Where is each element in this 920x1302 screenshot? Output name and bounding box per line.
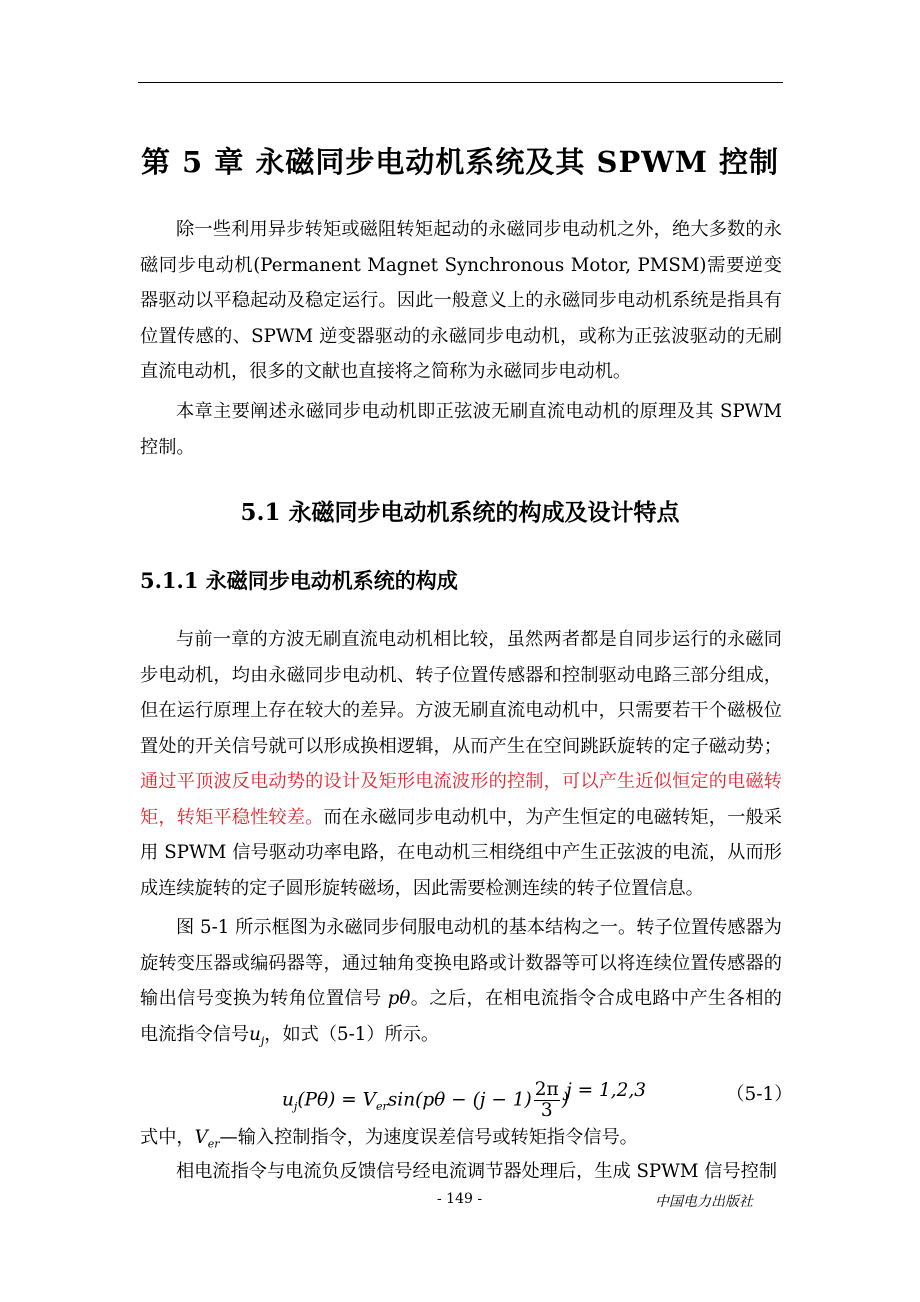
where-text: —输入控制指令，为速度误差信号或转矩指令信号。: [219, 1127, 638, 1148]
where-prefix: 式中，: [140, 1127, 195, 1148]
eq-frac-den: 3: [540, 1100, 553, 1121]
body-paragraph-4: [140, 910, 782, 1059]
eq-j-values: j = 1,2,3: [566, 1080, 647, 1101]
eq-tail: ): [561, 1089, 569, 1111]
highlighted-text: 通过平顶波反电动势的设计及矩形电流波形的控制，可以产生近似恒定的电磁转矩，转矩平稳性较差。: [140, 771, 782, 828]
page-number: - 149 -: [437, 1191, 483, 1207]
publisher-name: 中国电力出版社: [655, 1194, 753, 1210]
paragraph-text: 而在永磁同步电动机中，为产生恒定的电磁转矩，一般采用 SPWM 信号驱动功率电路，在电动机三相绕组中产生正弦波的电流，从而形成连续旋转的定子圆形旋转磁场，因此需要检测连续的转子位置信息。: [140, 806, 782, 899]
header-rule: [138, 82, 783, 83]
equation-body: [282, 1080, 569, 1121]
eq-frac-num: 2π: [534, 1079, 559, 1100]
section-title: 5.1 永磁同步电动机系统的构成及设计特点: [240, 499, 680, 526]
body-paragraph-3: [140, 622, 782, 906]
intro-paragraph-1: 除一些利用异步转矩或磁阻转矩起动的永磁同步电动机之外，绝大多数的永磁同步电动机(Permanent Magnet Synchronous Motor, PMSM)需要逆变器驱动以平稳起动及稳定运行。因此一般意义上的永磁同步电动机系统是指具有位置传感的、SPWM 逆变器驱动的永磁同步电动机，或称为正弦波驱动的无刷直流电动机，很多的文献也直接将之简称为永磁同步电动机。: [140, 219, 782, 382]
symbol-p-theta: pθ: [387, 988, 411, 1009]
eq-lhs: u: [282, 1089, 294, 1111]
paragraph-text: 图 5-1 所示框图为永磁同步伺服电动机的基本结构之一。转子位置传感器为旋转变压器或编码器等，通过轴角变换电路或计数器等可以将连续位置传感器的输出信号变换为转角位置信号: [140, 917, 782, 1009]
eq-mid1: (Pθ) = V: [297, 1089, 376, 1111]
intro-paragraph-2: 本章主要阐述永磁同步电动机即正弦波无刷直流电动机的原理及其 SPWM 控制。: [140, 401, 782, 458]
eq-mid2: sin(pθ − (j − 1): [387, 1089, 532, 1111]
symbol-v-sub: er: [207, 1137, 220, 1151]
equation-number: （5-1）: [726, 1084, 793, 1105]
symbol-u: u: [249, 1023, 261, 1045]
eq-fraction: [534, 1080, 560, 1121]
subsection-title: 5.1.1 永磁同步电动机系统的构成: [140, 568, 458, 593]
paragraph-text: ，如式（5-1）所示。: [264, 1023, 440, 1045]
paragraph-text: 与前一章的方波无刷直流电动机相比较，虽然两者都是自同步运行的永磁同步电动机，均由永磁同步电动机、转子位置传感器和控制驱动电路三部分组成，但在运行原理上存在较大的差异。方波无刷直流电动机中，只需要若干个磁极位置处的开关信号就可以形成换相逻辑，从而产生在空间跳跃旋转的定子磁动势；: [140, 629, 782, 757]
body-paragraph-5: 相电流指令与电流负反馈信号经电流调节器处理后，生成 SPWM 信号控制: [176, 1161, 778, 1182]
chapter-title: 第 5 章 永磁同步电动机系统及其 SPWM 控制: [140, 145, 780, 179]
equation-5-1: [0, 1072, 920, 1120]
paragraph-text: 。之后，在相电流指令合成电路中产生各相的电流指令信号: [140, 988, 782, 1045]
symbol-u-sub: j: [260, 1034, 265, 1048]
eq-mid1-sub: er: [376, 1100, 388, 1114]
eq-lhs-sub: j: [293, 1100, 298, 1114]
symbol-v: V: [194, 1127, 208, 1148]
